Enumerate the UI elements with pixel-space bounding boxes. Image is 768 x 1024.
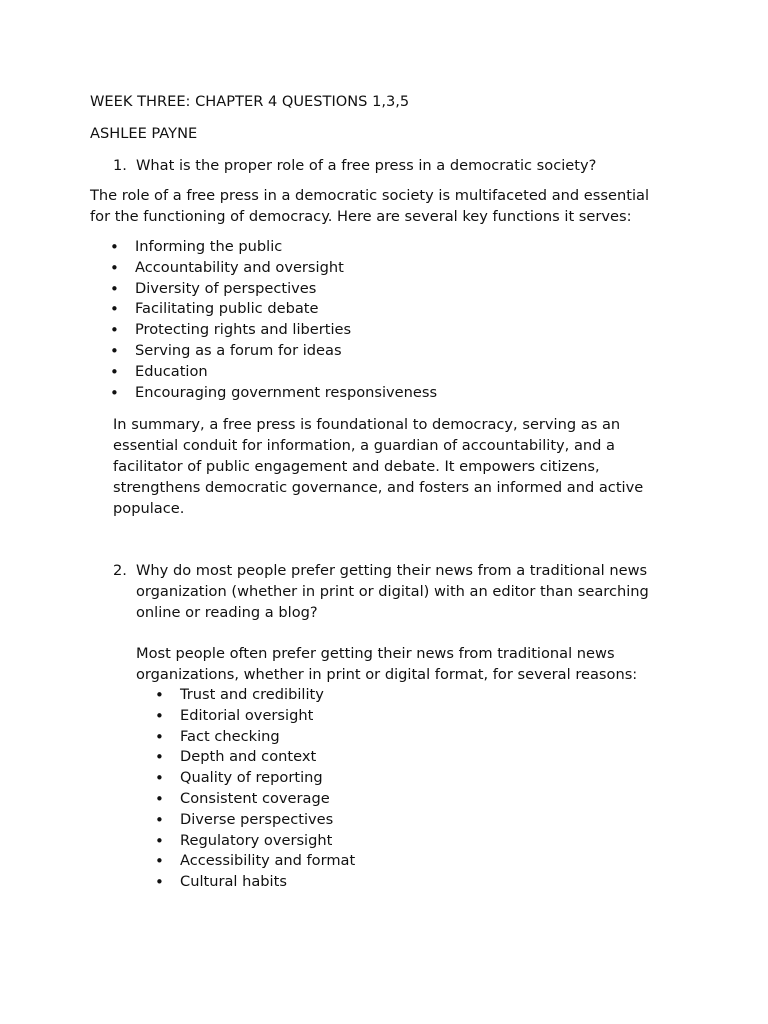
list-item-text: Diversity of perspectives xyxy=(135,279,317,297)
q2-question-line-1: Why do most people prefer getting their news from a traditional news xyxy=(136,562,648,579)
list-item-text: Education xyxy=(135,362,208,380)
bullet-icon: • xyxy=(155,873,164,892)
bullet-icon: • xyxy=(155,852,164,871)
q1-summary-line-5: populace. xyxy=(113,500,185,517)
bullet-icon: • xyxy=(155,706,164,725)
bullet-icon: • xyxy=(155,769,164,788)
q1-summary-line-3: facilitator of public engagement and debate. It empowers citizens, xyxy=(113,458,600,475)
list-item-text: Informing the public xyxy=(135,238,283,255)
author-name: ASHLEE PAYNE xyxy=(90,125,198,142)
bullet-icon: • xyxy=(110,362,119,381)
bullet-icon: • xyxy=(155,831,164,850)
list-item-text: Trust and credibility xyxy=(180,686,324,703)
bullet-icon: • xyxy=(110,279,119,298)
q1-question: What is the proper role of a free press in a democratic society? xyxy=(136,157,597,174)
list-item-text: Serving as a forum for ideas xyxy=(135,341,342,359)
bullet-icon: • xyxy=(155,727,164,746)
bullet-icon: • xyxy=(110,321,119,340)
q2-question-line-3: online or reading a blog? xyxy=(136,604,318,621)
q2-answer-line-2: organizations, whether in print or digital format, for several reasons: xyxy=(136,666,638,683)
list-item-text: Encouraging government responsiveness xyxy=(135,383,438,401)
list-item-text: Quality of reporting xyxy=(180,769,323,787)
bullet-icon: • xyxy=(110,300,119,319)
list-item-text: Depth and context xyxy=(180,748,317,766)
q1-summary-line-2: essential conduit for information, a guardian of accountability, and a xyxy=(113,437,615,454)
list-item-text: Facilitating public debate xyxy=(135,300,319,318)
bullet-icon: • xyxy=(155,686,164,704)
q1-summary-line-1: In summary, a free press is foundational to democracy, serving as an xyxy=(113,416,621,433)
bullet-icon: • xyxy=(110,238,119,256)
q2-answer-line-1: Most people often prefer getting their news from traditional news xyxy=(136,645,615,662)
bullet-icon: • xyxy=(155,789,164,808)
list-item-text: Accountability and oversight xyxy=(135,258,344,276)
q1-intro-line-1: The role of a free press in a democratic society is multifaceted and essential xyxy=(90,187,649,204)
list-item-text: Fact checking xyxy=(180,727,280,745)
q1-number: 1. xyxy=(113,157,127,174)
bullet-icon: • xyxy=(110,258,119,277)
q1-summary-line-4: strengthens democratic governance, and fosters an informed and active xyxy=(113,479,644,496)
list-item-text: Editorial oversight xyxy=(180,706,314,724)
bullet-icon: • xyxy=(155,810,164,829)
list-item-text: Protecting rights and liberties xyxy=(135,321,352,339)
q1-intro-line-2: for the functioning of democracy. Here are several key functions it serves: xyxy=(90,208,632,225)
bullet-icon: • xyxy=(155,748,164,767)
bullet-icon: • xyxy=(110,341,119,360)
list-item-text: Cultural habits xyxy=(180,873,287,891)
document-heading: WEEK THREE: CHAPTER 4 QUESTIONS 1,3,5 xyxy=(90,93,410,110)
q2-number: 2. xyxy=(113,562,127,579)
list-item-text: Regulatory oversight xyxy=(180,831,333,849)
list-item-text: Consistent coverage xyxy=(180,789,330,807)
list-item-text: Diverse perspectives xyxy=(180,810,334,828)
list-item-text: Accessibility and format xyxy=(180,852,356,870)
bullet-icon: • xyxy=(110,383,119,402)
q2-question-line-2: organization (whether in print or digital) with an editor than searching xyxy=(136,583,649,600)
